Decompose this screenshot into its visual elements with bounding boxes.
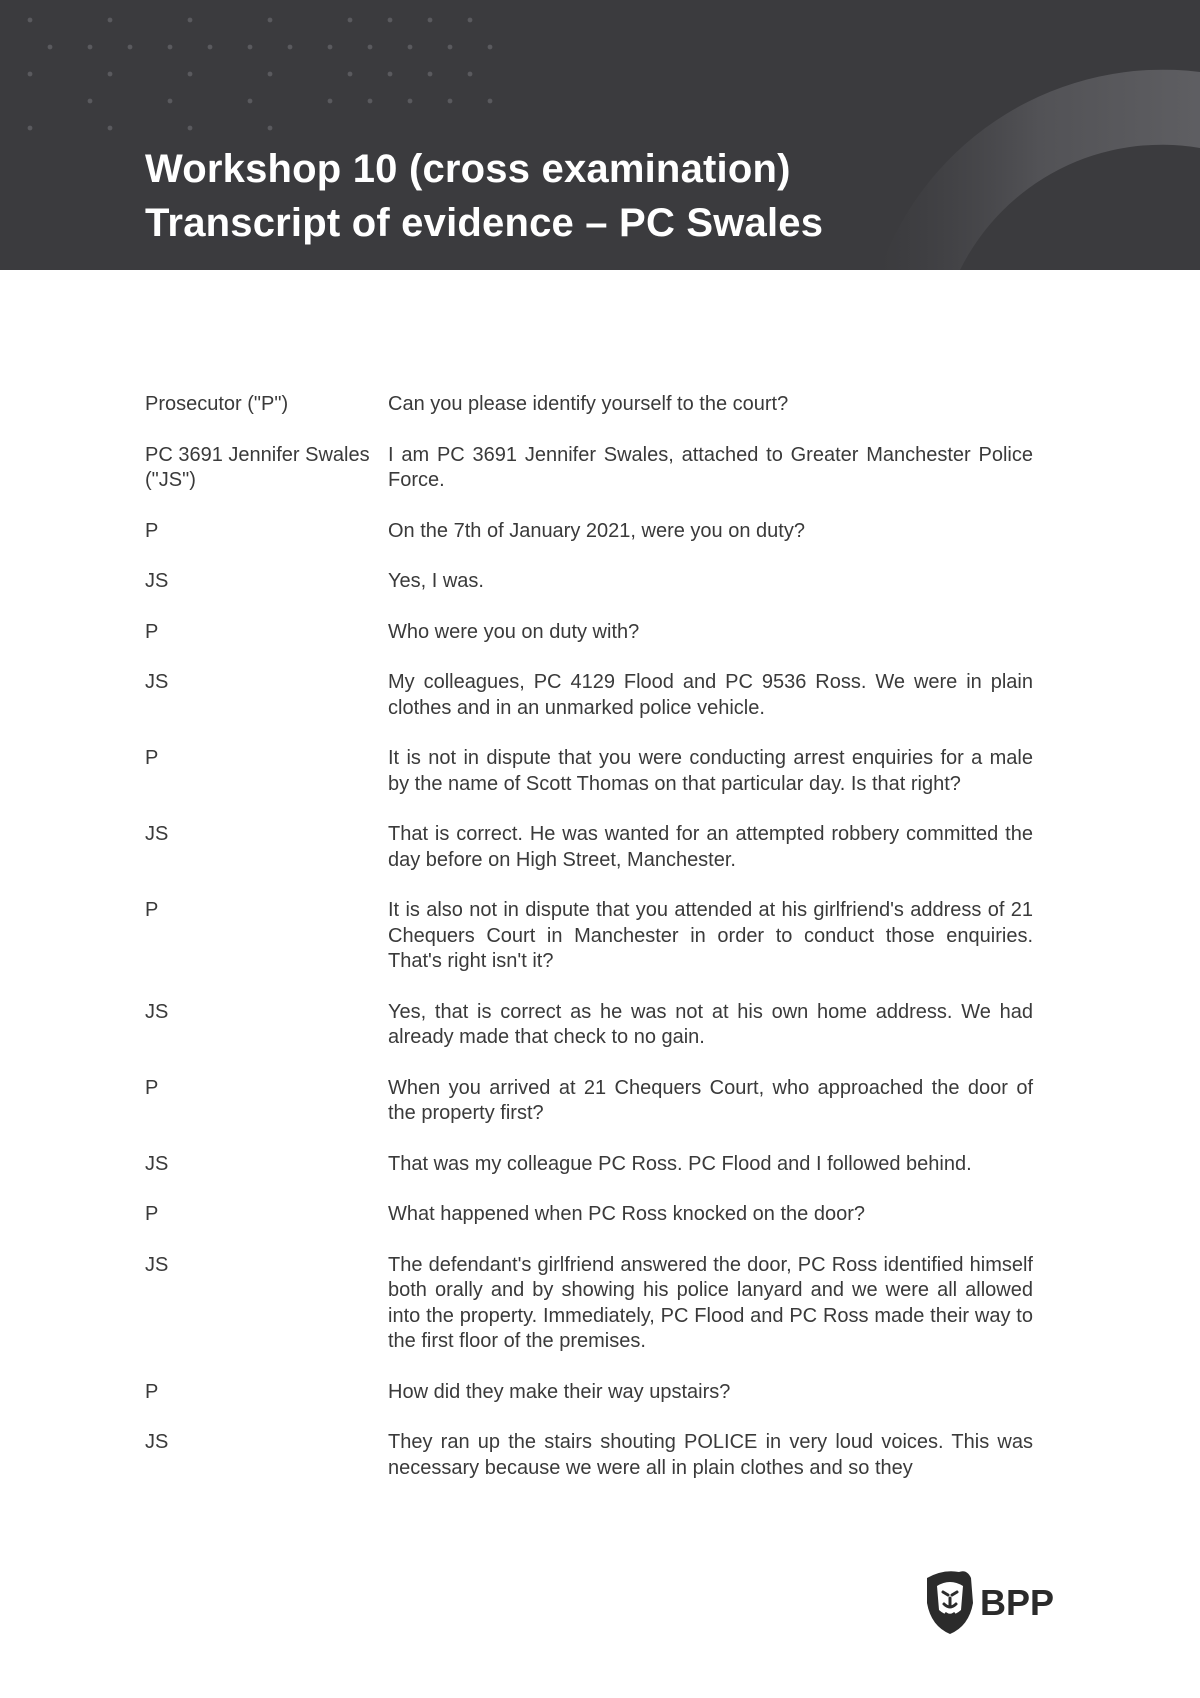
speech-text: Who were you on duty with? bbox=[388, 620, 640, 643]
transcript-entry bbox=[145, 1076, 1033, 1127]
speech-text: It is not in dispute that you were conducting arrest enquiries for a male by the name of Scott Thomas on that particular day. Is that right? bbox=[388, 747, 1033, 795]
speech-text: That is correct. He was wanted for an attempted robbery committed the day before on High Street, Manchester. bbox=[388, 823, 1033, 871]
lion-shield-icon bbox=[927, 1571, 973, 1634]
speaker-label: JS bbox=[145, 1152, 169, 1175]
speech-text: The defendant's girlfriend answered the door, PC Ross identified himself both orally and by showing his police lanyard and we were all allowed into the property. Immediately, PC Flood and PC Ross made their way to the first floor of the premises. bbox=[388, 1253, 1033, 1352]
speech-text: My colleagues, PC 4129 Flood and PC 9536 Ross. We were in plain clothes and in an unmarked police vehicle. bbox=[388, 671, 1033, 719]
transcript-entry bbox=[145, 1430, 1033, 1481]
speaker-label: P bbox=[145, 1380, 159, 1403]
speech-text: Yes, that is correct as he was not at his own home address. We had already made that check to no gain. bbox=[388, 1000, 1033, 1048]
speaker-label: PC 3691 Jennifer Swales ("JS") bbox=[145, 443, 370, 491]
speech-text: What happened when PC Ross knocked on the door? bbox=[388, 1203, 865, 1225]
speech-text: I am PC 3691 Jennifer Swales, attached to Greater Manchester Police Force. bbox=[388, 443, 1033, 491]
transcript-entry bbox=[145, 822, 1033, 873]
transcript-entry bbox=[145, 1000, 1033, 1051]
speech-text: Can you please identify yourself to the court? bbox=[388, 393, 789, 415]
transcript-entry bbox=[145, 1202, 1033, 1228]
transcript-entry bbox=[145, 1380, 1033, 1406]
transcript-entry bbox=[145, 569, 1033, 595]
speech-text: When you arrived at 21 Chequers Court, who approached the door of the property first? bbox=[388, 1076, 1033, 1124]
transcript-entry bbox=[145, 898, 1033, 975]
speech-text: On the 7th of January 2021, were you on duty? bbox=[388, 519, 805, 542]
transcript-entry bbox=[145, 519, 1033, 545]
bpp-logo bbox=[923, 1568, 1058, 1638]
speaker-label: JS bbox=[145, 671, 169, 693]
transcript-table bbox=[145, 392, 1033, 1506]
transcript-entry bbox=[145, 670, 1033, 721]
speaker-label: JS bbox=[145, 1000, 169, 1023]
speaker-label: JS bbox=[145, 570, 169, 592]
speech-text: It is also not in dispute that you attended at his girlfriend's address of 21 Chequers Court in Manchester in order to conduct those enquiries. That's right isn't it? bbox=[388, 899, 1033, 972]
speech-text: How did they make their way upstairs? bbox=[388, 1380, 731, 1403]
transcript-entry bbox=[145, 1253, 1033, 1355]
speaker-label: P bbox=[145, 1203, 159, 1225]
speech-text: That was my colleague PC Ross. PC Flood and I followed behind. bbox=[388, 1152, 972, 1175]
title-line-2: Transcript of evidence – PC Swales bbox=[145, 201, 824, 245]
speaker-label: JS bbox=[145, 1431, 169, 1453]
transcript-entry bbox=[145, 620, 1033, 646]
speech-text: They ran up the stairs shouting POLICE in very loud voices. This was necessary because we were all in plain clothes and so they bbox=[388, 1431, 1033, 1479]
speaker-label: P bbox=[145, 519, 159, 542]
speaker-label: Prosecutor ("P") bbox=[145, 393, 289, 415]
transcript-entry bbox=[145, 443, 1033, 494]
speaker-label: JS bbox=[145, 823, 169, 845]
title-line-1: Workshop 10 (cross examination) bbox=[145, 147, 791, 191]
speaker-label: JS bbox=[145, 1253, 169, 1276]
speech-text: Yes, I was. bbox=[388, 570, 484, 592]
transcript-entry bbox=[145, 392, 1033, 418]
speaker-label: P bbox=[145, 899, 159, 921]
speaker-label: P bbox=[145, 1076, 159, 1099]
transcript-entry bbox=[145, 1152, 1033, 1178]
header-banner bbox=[0, 0, 1200, 270]
speaker-label: P bbox=[145, 620, 159, 643]
document-title bbox=[145, 142, 823, 250]
logo-text: BPP bbox=[980, 1582, 1055, 1623]
speaker-label: P bbox=[145, 747, 159, 769]
transcript-entry bbox=[145, 746, 1033, 797]
